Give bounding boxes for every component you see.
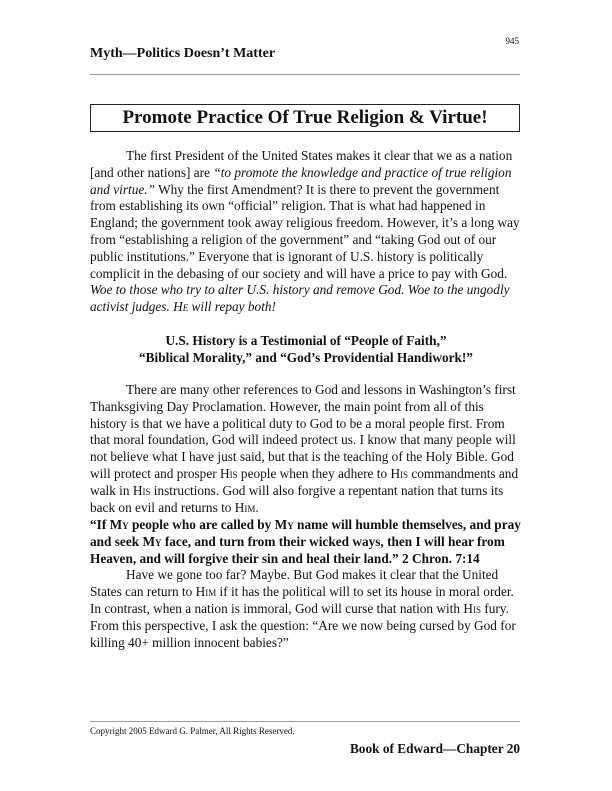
scripture-quote: [90, 516, 522, 567]
paragraph-3: [90, 567, 522, 651]
para1-quote: “to promote the knowledge and practice of true religion and virtue.”: [90, 164, 512, 197]
page-number: 945: [505, 36, 519, 46]
quote-text-a: “If: [90, 517, 110, 533]
para3-text-c: if it has the political will to set its house in moral order. In contrast, when a nation is immoral, God will curse that nation with: [90, 584, 514, 616]
para2-text-g: instructions. God will also forgive a repentant nation that turns its back on evil and returns to: [90, 482, 504, 515]
quote-text-e: name will humble themselves, and pray and seek: [90, 517, 521, 550]
para2-text-i: .: [255, 499, 259, 515]
section-heading-line-1: U.S. History is a Testimonial of “People of Faith,”: [165, 332, 447, 348]
para3-text-e: fury. From this perspective, I ask the question: “Are we now being cursed by God for killing 40+ million innocent babies?”: [90, 600, 516, 650]
para1-text-c: Why the first Amendment? It is there to prevent the government from establishing its own “official” religion. That is what had happened in England; the government took away religious freedom. However, it’s a long way from “establishing a religion of the government” and “taking God out of our public institutions.” Everyone that is ignorant of U.S. history is politically complicit in the debasing of our society and will have a price to pay with God.: [90, 181, 520, 281]
para3-him: Him: [195, 584, 217, 600]
para1-emphasis: Woe to those who try to alter U.S. history and remove God. Woe to the ungodly activist judges.: [90, 282, 510, 315]
para1-he: He: [173, 299, 189, 315]
title-box: [90, 104, 520, 132]
para1-text-a: The first President of the United States makes it clear that we as a nation [and other nations] are: [90, 148, 513, 180]
quote-text-c: people who are called by: [128, 517, 275, 533]
section-title: Promote Practice Of True Religion & Virtue!: [122, 107, 488, 128]
running-head: Myth—Politics Doesn’t Matter: [90, 46, 276, 61]
para2-his-2: His: [390, 465, 409, 481]
para2-his-1: His: [219, 465, 238, 481]
para2-his-3: His: [132, 482, 151, 498]
para1-text-f: will repay both!: [188, 299, 276, 315]
paragraph-1: [90, 148, 522, 316]
quote-my-1: My: [109, 517, 129, 533]
para2-him: Him: [234, 499, 256, 515]
chapter-footer: Book of Edward—Chapter 20: [349, 741, 520, 756]
para2-text-a: There are many other references to God and lessons in Washington’s first Thanksgiving Day Proclamation. However, the main point from all of this history is that we have a political duty to God to be a moral people first. From that moral foundation, God will indeed protect us. I know that many people will not believe what I have just said, but that is the teaching of the Holy Bible. God will protect and prosper: [90, 381, 516, 481]
quote-my-2: My: [274, 517, 294, 533]
section-heading: [90, 332, 522, 366]
quote-my-3: My: [142, 534, 162, 550]
para2-text-c: people when they adhere to: [237, 465, 391, 481]
para3-text-a: Have we gone too far? Maybe. But God makes it clear that the United States can return to: [90, 567, 499, 600]
section-heading-line-2: “Biblical Morality,” and “God’s Providential Handiwork!”: [139, 349, 473, 365]
body-text: [90, 148, 522, 651]
para3-his: His: [463, 600, 481, 616]
header-rule: [90, 74, 520, 75]
quote-text-g: face, and turn from their wicked ways, then I will hear from Heaven, and will forgive their sin and heal their land.” 2 Chron. 7:14: [90, 534, 505, 567]
para2-text-e: commandments and walk in: [90, 465, 519, 498]
copyright-notice: Copyright 2005 Edward G. Palmer, All Rights Reserved.: [90, 726, 295, 736]
paragraph-2: [90, 382, 522, 516]
footer-rule: [90, 721, 520, 722]
